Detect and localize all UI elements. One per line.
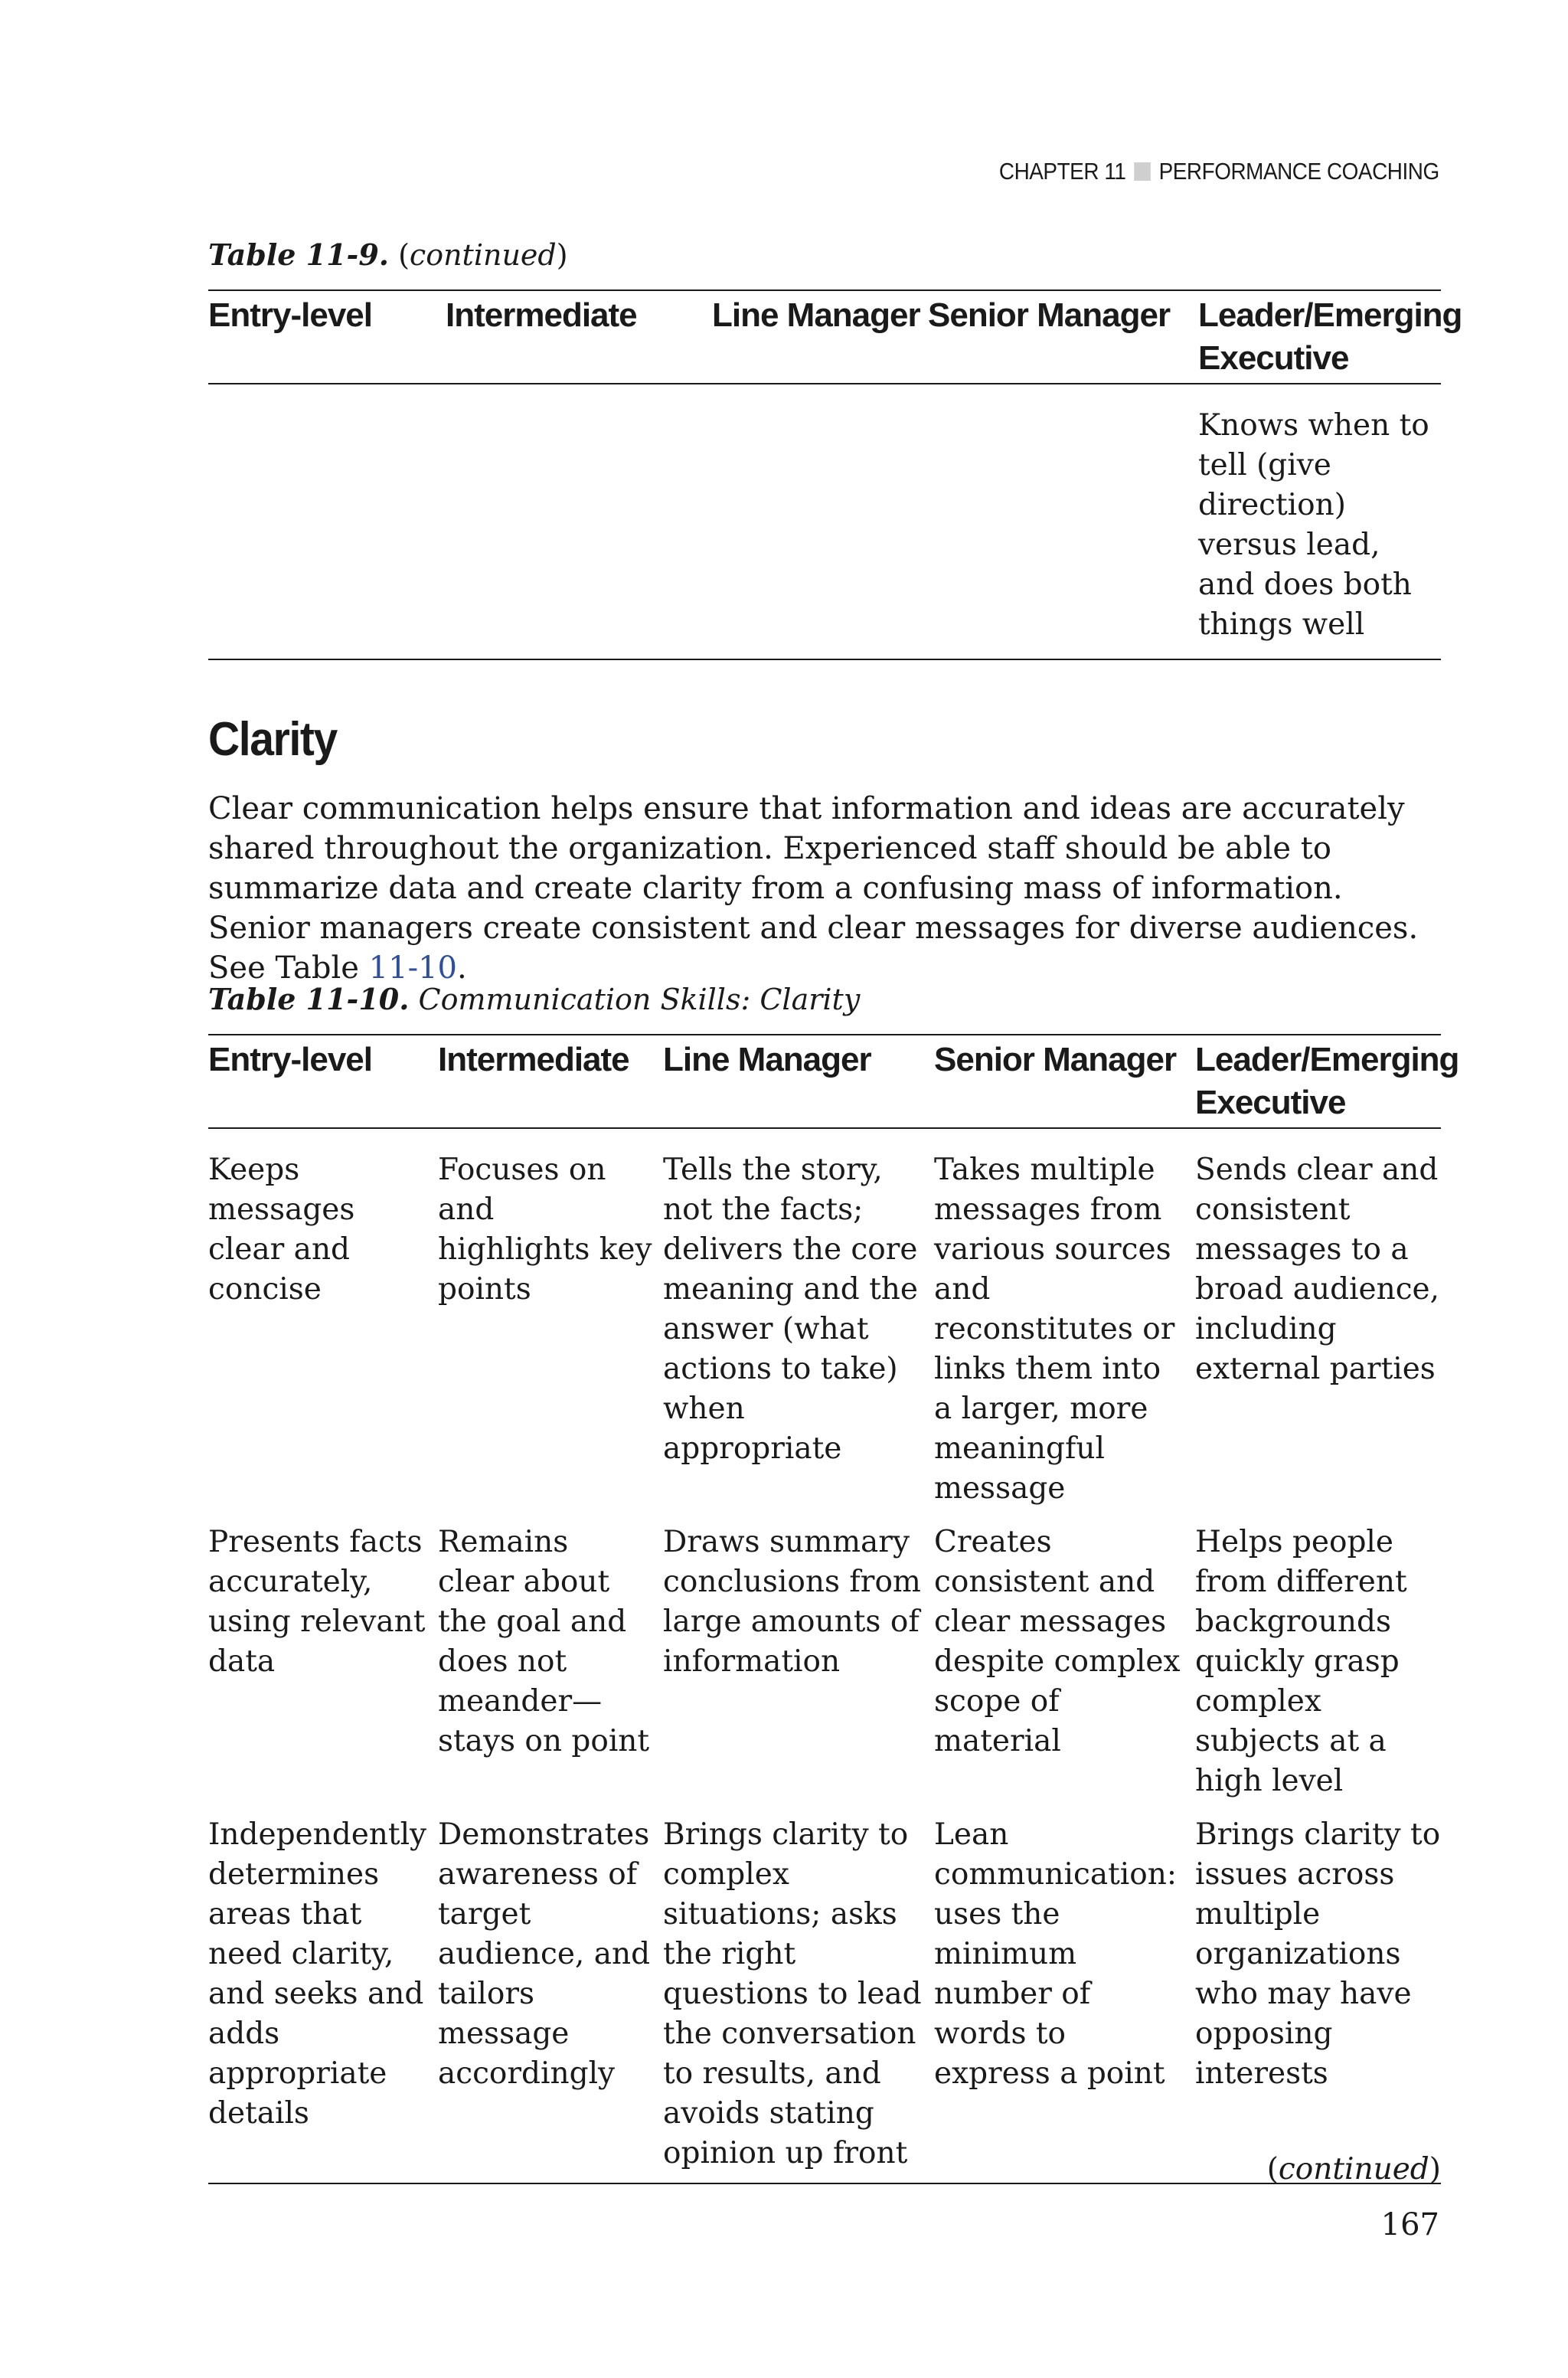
separator-square-icon <box>1134 162 1151 181</box>
column-header: Leader/Emerging Executive <box>1195 1041 1459 1121</box>
table-row <box>208 1815 1441 2183</box>
column-header: Entry-level <box>208 1041 372 1078</box>
section-heading: Clarity <box>208 713 337 766</box>
table-cell: Independently determines areas that need clarity, and seeks and adds appropriate details <box>208 1817 427 2131</box>
table-cell <box>208 384 446 659</box>
chapter-title: PERFORMANCE COACHING <box>1158 158 1439 185</box>
caption-title: Communication Skills: Clarity <box>418 983 861 1016</box>
table-reference-link[interactable]: 11-10 <box>368 950 457 986</box>
continued-label: continued <box>1278 2152 1429 2187</box>
column-header: Entry-level <box>208 296 372 334</box>
continued-note <box>1267 2152 1441 2187</box>
caption-continued: continued <box>409 238 557 272</box>
table-11-9 <box>208 289 1462 660</box>
table-11-9-caption <box>208 237 568 272</box>
table-cell: Brings clarity to issues across multiple organizations who may have opposing interests <box>1195 1817 1441 2091</box>
table-cell: Brings clarity to complex situations; asks the right questions to lead the conversation to results, and avoids stating opinion up front <box>663 1817 922 2170</box>
table-cell: Keeps messages clear and concise <box>208 1153 355 1307</box>
chapter-label: CHAPTER 11 <box>999 158 1126 185</box>
column-header: Leader/Emerging Executive <box>1198 296 1462 377</box>
table-cell <box>928 384 1192 659</box>
continued-paren-close: ) <box>1429 2152 1441 2187</box>
caption-paren-open: ( <box>398 238 410 272</box>
table-header-row <box>208 290 1441 384</box>
running-head <box>999 158 1439 185</box>
continued-paren-open: ( <box>1266 2152 1279 2187</box>
table-cell: Focuses on and highlights key points <box>438 1153 652 1307</box>
table-cell: Takes multiple messages from various sources and reconstitutes or links them into a larger, more meaningful message <box>934 1153 1175 1506</box>
table-cell: Creates consistent and clear messages despite complex scope of material <box>934 1525 1181 1758</box>
table-cell: Presents facts accurately, using relevant data <box>208 1525 426 1679</box>
column-header: Senior Manager <box>928 296 1171 334</box>
table-cell: Lean communication: uses the minimum number of words to express a point <box>934 1817 1177 2091</box>
section-paragraph <box>208 789 1449 988</box>
paragraph-text: Clear communication helps ensure that information and ideas are accurately shared throughout the organization. Experienced staff should be able to summarize data and create clarity from a confusing mass of information. Senior managers create consistent and clear messages for diverse audiences. See Table <box>208 791 1419 986</box>
table-cell: Sends clear and consistent messages to a broad audience, including external parties <box>1195 1153 1440 1386</box>
table-cell: Tells the story, not the facts; delivers the core meaning and the answer (what actions to take) when appropriate <box>663 1153 918 1466</box>
page-number: 167 <box>1380 2207 1439 2242</box>
table-cell: Helps people from different backgrounds quickly grasp complex subjects at a high level <box>1195 1525 1407 1798</box>
paragraph-end: . <box>456 950 467 986</box>
table-11-10-caption <box>208 982 860 1016</box>
table-row <box>208 1128 1441 1523</box>
table-11-10 <box>208 1034 1459 2184</box>
table-cell: Knows when to tell (give direction) versus lead, and does both things well <box>1198 408 1429 642</box>
column-header: Line Manager <box>712 296 920 334</box>
table-cell: Draws summary conclusions from large amounts of information <box>663 1525 921 1679</box>
column-header: Intermediate <box>446 296 637 334</box>
table-cell <box>698 384 928 659</box>
caption-paren-close: ) <box>556 238 568 272</box>
caption-label: Table 11-10. <box>208 982 410 1016</box>
caption-label: Table 11-9. <box>208 237 389 272</box>
table-header-row <box>208 1035 1441 1128</box>
column-header: Intermediate <box>438 1041 629 1078</box>
column-header: Senior Manager <box>934 1041 1177 1078</box>
column-header: Line Manager <box>663 1041 871 1078</box>
table-cell: Remains clear about the goal and does not meander— stays on point <box>438 1525 650 1758</box>
table-cell <box>446 384 698 659</box>
table-row <box>208 1523 1441 1815</box>
table-cell: Demonstrates awareness of target audience, and tailors message accordingly <box>438 1817 651 2091</box>
table-row <box>208 384 1441 659</box>
